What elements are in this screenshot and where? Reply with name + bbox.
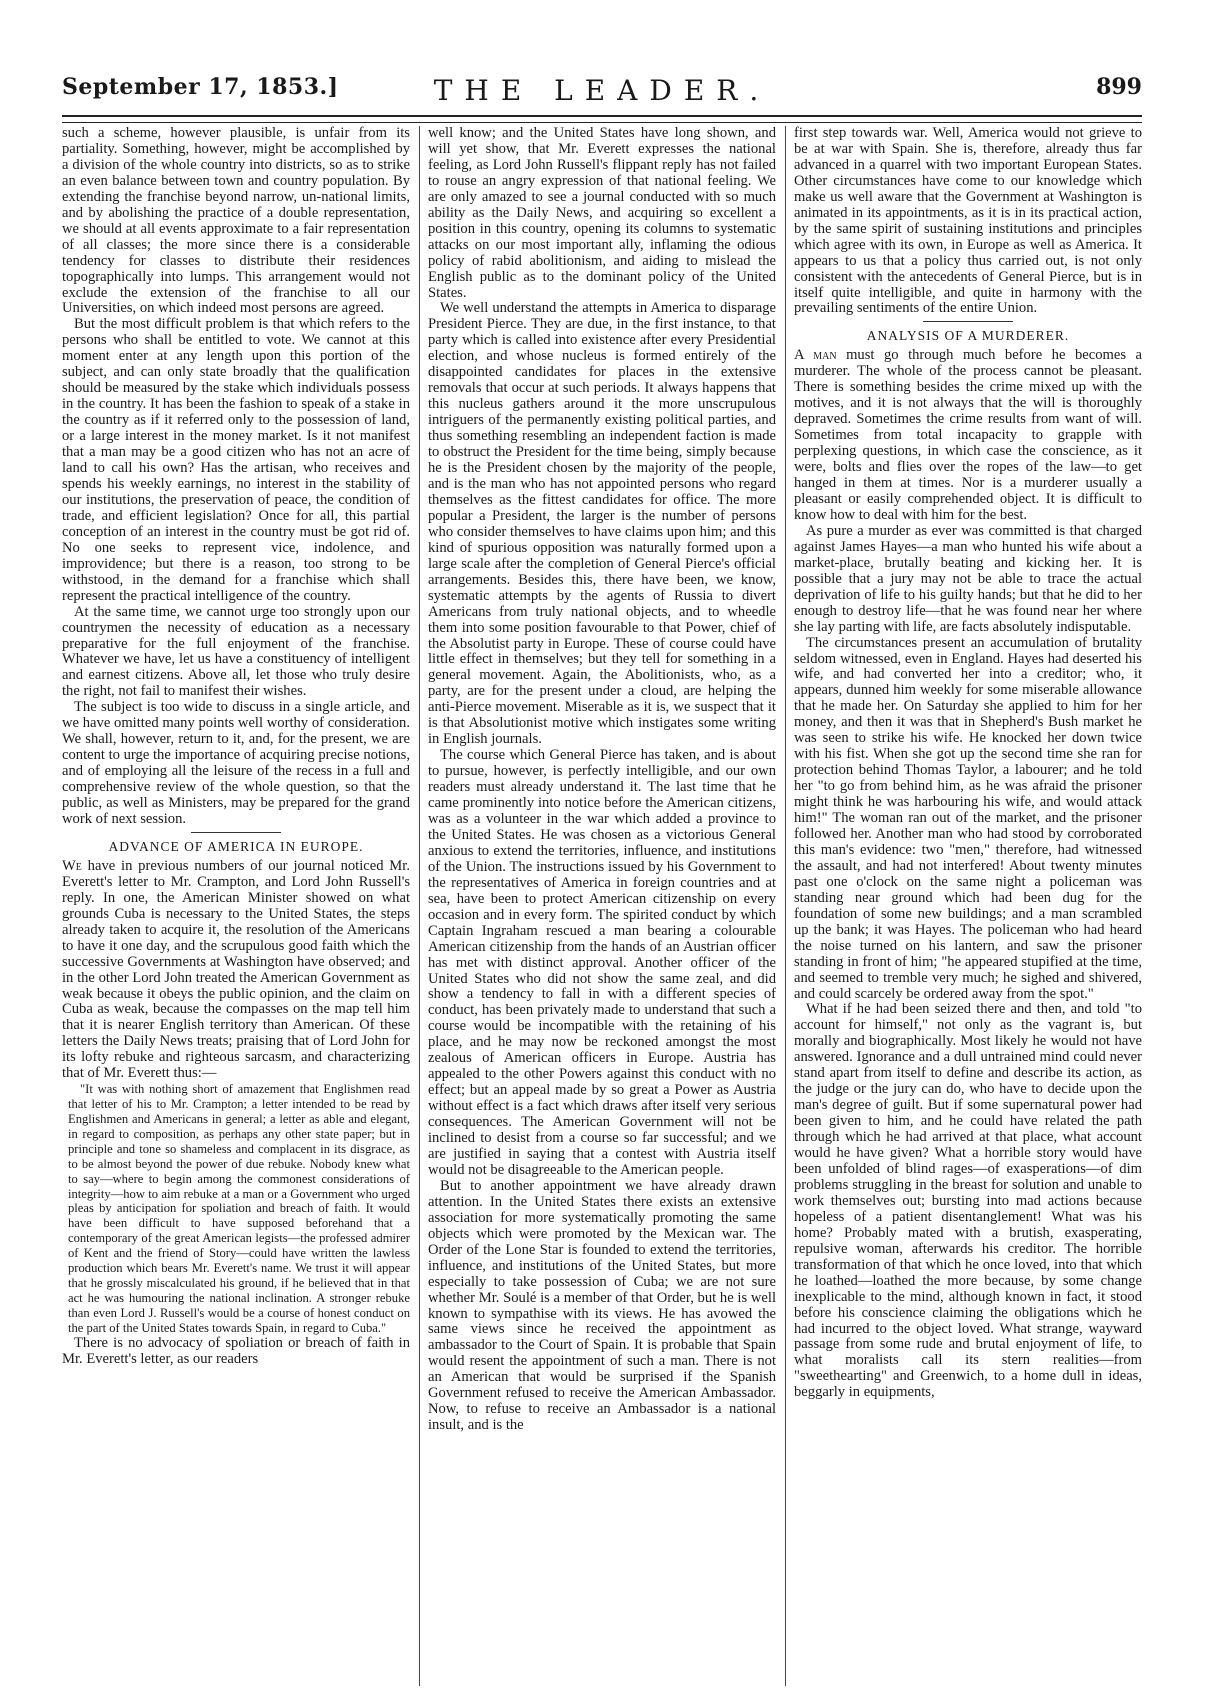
paragraph: As pure a murder as ever was committed is that charged against James Hayes—a man who hunted his wife about a market-place, brutally beating and kicking her. It is possible that a jury may not be able to trace the actual deprivation of life to his guilty hands; but that he did to her enough to destroy life—that he was found near her where she lay parting with life, are facts absolutely indisputable. xyxy=(794,522,1142,635)
paragraph: What if he had been seized there and then, and told "to account for himself," not only as the vagrant is, but morally and biographically. Most likely he would not have answered. Ignorance and a dull untrained mind could never stand apart from itself to define and describe its action, as the judge or the jury can do, who have to decide upon the man's degree of guilt. But if some supernatural power had been given to him, and he could have related the path through which he had arrived at that place, what account would he have given? What a horrible story would have been unfolded of blind rages—of exasperations—of dim problems struggling in the breast for solution and unable to work themselves out; bursting into mad actions because hopeless of a patient disentanglement! What was his home? Probably mated with a brutish, exasperating, repulsive woman, afterwards his creditor. The horrible transformation of that which he once loved, into that which he loathed—loathed the more because, by some change inexplicable to the mind, although known in fact, it stood before his conscience claiming the obligations which he had incurred to the object loved. What strange, wayward passage from some rude and brutal enjoyment of life, to what moralists call its stern realities—from "sweethearting" and Greenwich, to a home dull in ideas, beggarly in equipments, xyxy=(794,1001,1142,1401)
paragraph: But the most difficult problem is that which refers to the persons who shall be entitled to vote. We cannot at this moment enter at any length upon this portion of the subject, and can only state broadly that the qualification should be measured by the stake which individuals possess in the country. It has been the fashion to speak of a stake in the country as if it referred only to the possession of land, or a large interest in the money market. Is it not manifest that a man may be a good citizen who has not an acre of land to call his own? Has the artisan, who receives and spends his weekly earnings, no interest in the stability of our institutions, the preservation of peace, the condition of trade, and efficient legislation? Once for all, this partial conception of an interest in the country must be got rid of. No one seeks to represent vice, indolence, and improvidence; but there is a reason, too strong to be withstood, in the demand for a franchise which shall represent the practical intelligence of the country. xyxy=(62,316,410,604)
article-heading-murderer: ANALYSIS OF A MURDERER. xyxy=(866,328,1070,344)
paragraph: At the same time, we cannot urge too strongly upon our countrymen the necessity of education as a necessary preparative for the full enjoyment of the franchise. Whatever we have, let us have a constituency of intelligent and earnest citizens. Above all, let those who truly desire the right, not fail to manifest their wishes. xyxy=(62,603,410,700)
issue-date: September 17, 1853.] xyxy=(62,74,339,100)
paragraph: The subject is too wide to discuss in a single article, and we have omitted many points well worthy of consideration. We shall, however, return to it, and, for the present, we are content to urge the importance of acquiring precise notions, and of employing all the leisure of the recess in a full and comprehensive review of the whole question, so that the public, as well as Ministers, may be prepared for the grand work of next session. xyxy=(62,699,410,827)
lead-word: We xyxy=(62,857,82,874)
paragraph xyxy=(794,348,1142,523)
paragraph: But to another appointment we have already drawn attention. In the United States there exists an extensive association for more systematically promoting the same objects which were promoted by the Mexican war. The Order of the Lone Star is founded to extend the territories, influence, and institutions of the United States, but more especially to take possession of Cuba; we are not sure whether Mr. Soulé is a member of that Order, but he is well known to sympathise with its views. He has avowed the same views since he received the appointment as ambassador to the Court of Spain. It is probable that Spain would resent the appointment of such a man. There is not an American that would be surprised if the Spanish Government refused to receive the American Ambassador. Now, to refuse to receive an Ambassador is a national insult, and is the xyxy=(428,1177,776,1434)
section-separator xyxy=(191,832,281,833)
column-2 xyxy=(428,126,776,1686)
column-3 xyxy=(794,126,1142,1686)
paragraph-body: have in previous numbers of our journal noticed Mr. Everett's letter to Mr. Crampton, and Lord John Russell's reply. In one, the American Minister showed on what grounds Cuba is necessary to the United States, the steps already taken to acquire it, the resolution of the Americans to have it one day, and the scrupulous good faith which the successive Governments at Washington have observed; and in the other Lord John treated the American Government as weak because it obeys the public opinion, and the claim on Cuba as weak, because the compasses on the map tell him that it is nearer English territory than American. Of these letters the Daily News treats; praising that of Lord John for its lofty rebuke and righteous sarcasm, and characterizing that of Mr. Everett thus:— xyxy=(62,857,410,1082)
section-separator xyxy=(923,321,1013,322)
lead-word: A man xyxy=(794,347,837,364)
masthead-rule xyxy=(62,115,1142,123)
paragraph: first step towards war. Well, America would not grieve to be at war with Spain. She is, therefore, already thus far advanced in a quarrel with two important European States. Other circumstances have come to our knowledge which make us well aware that the Government at Washington is animated in its appointments, as it is in its practical action, by the same spirit of sustaining institutions and principles which agree with its own, in Europe as well as America. It appears to us that a policy thus carried out, is not only consistent with the antecedents of General Pierce, but is in itself quite intelligible, and quite in harmony with the prevailing sentiments of the entire Union. xyxy=(794,126,1142,317)
column-divider xyxy=(419,126,420,1686)
article-columns xyxy=(62,126,1142,1686)
masthead xyxy=(62,74,1142,110)
paragraph: There is no advocacy of spoliation or breach of faith in Mr. Everett's letter, as our readers xyxy=(62,1334,410,1367)
column-1 xyxy=(62,126,410,1686)
newspaper-title: THE LEADER. xyxy=(433,74,771,107)
paragraph xyxy=(62,859,410,1082)
paragraph: such a scheme, however plausible, is unfair from its partiality. Something, however, might be accomplished by a division of the whole country into districts, so as to strike an even balance between town and country population. By extending the franchise beyond narrow, un-national limits, and by abolishing the practice of a double representation, we should at all events approximate to a fair representation of all classes; the more since there is a considerable tendency for classes to distribute their residences topographically into lumps. This arrangement would not exclude the extension of the franchise to all our Universities, on which indeed most persons are agreed. xyxy=(62,126,410,317)
paragraph: We well understand the attempts in America to disparage President Pierce. They are due, in the first instance, to that party which is called into existence after every Presidential election, and whose nucleus is formed entirely of the disappointed candidates for places in the extensive removals that occur at such periods. It always happens that this nucleus gathers around it the more unscrupulous intriguers of the permanently existing political parties, and thus something resembling an independent faction is made to obstruct the President for the time being, simply because he is the President chosen by the majority of the people, and is the man who has not appointed persons who regard themselves as the fittest candidates for office. The more popular a President, the larger is the number of persons who consider themselves to have claims upon him; and this kind of spurious opposition was naturally formed upon a large scale after the completion of General Pierce's official arrangements. Besides this, there have been, we know, systematic attempts by the agents of Russia to divert Americans from truly national objects, and to wheedle them into some position favourable to that Power, chief of the Absolutist party in Europe. These of course could have little effect in themselves; but they tell for something in a general movement. Again, the Abolitionists, who, as a party, are for the present under a cloud, are helping the anti-Pierce movement. Miserable as it is, we suspect that it is that Absolutionist motive which instigates some writing in English journals. xyxy=(428,300,776,748)
page-number: 899 xyxy=(1096,74,1142,100)
quotation: "It was with nothing short of amazement that Englishmen read that letter of his to Mr. Crampton; a letter intended to be read by Englishmen and Americans in general; a letter as able and elegant, in regard to composition, as perhaps any other state paper; but in principle and tone so shameless and complacent in its disgrace, as to be almost beyond the power of due rebuke. Nobody knew what to say—where to begin among the commonest considerations of integrity—how to aim rebuke at a man or a Government who urged pleas by anticipation for spoliation and breach of faith. It would have been difficult to have supposed beforehand that a contemporary of the great American legists—the professed admirer of Kent and the friend of Story—could have written the lawless production which bears Mr. Everett's name. We trust it will appear that he grossly miscalculated his ground, if he believed that in that act he was humouring the national inclination. A stronger rebuke than even Lord J. Russell's would be a course of honest conduct on the part of the United States towards Spain, in regard to Cuba." xyxy=(68,1082,410,1335)
article-heading-america: ADVANCE OF AMERICA IN EUROPE. xyxy=(108,838,364,854)
paragraph: The circumstances present an accumulation of brutality seldom witnessed, even in England. Hayes had deserted his wife, and had converted her into a creditor; who, it appears, dunned him weekly for some miserable allowance that he made her. On Saturday she applied to him for her money, and then it was that in Shepherd's Bush market he was seen to strike his wife. He knocked her down twice with his fist. When she got up the second time she ran for protection behind Thomas Taylor, a labourer; and he told her "to go from behind him, as he was afraid the prisoner might think he was harbouring his wife, and would attack him!" The woman ran out of the market, and the prisoner followed her. Another man who had stood by corroborated this man's evidence: two "men," therefore, had witnessed the assault, and had not interfered! About twenty minutes past one o'clock on the same night a policeman was standing near ground which had been dug for the foundation of some new buildings; and a man scrambled up the bank; it was Hayes. The policeman who had heard the noise turned on his lantern, and saw the prisoner standing in front of him; "he appeared stupified at the time, and seemed to tremble very much; he sighed and shivered, and could scarcely be ordered away from the spot." xyxy=(794,634,1142,1002)
paragraph-body: must go through much before he becomes a murderer. The whole of the process cannot be pleasant. There is something besides the crime mixed up with the motives, and it is not always that the will is thoroughly depraved. Sometimes the crime results from want of will. Sometimes from total incapacity to grapple with perplexing questions, in which case the conscience, as it were, bolts and flies over the ropes of the law—to get hanged in them at times. Nor is a murderer usually a pleasant or easily comprehended object. It is difficult to know how to deal with him for the best. xyxy=(794,347,1142,523)
paragraph: well know; and the United States have long shown, and will yet show, that Mr. Everett expresses the national feeling, as Lord John Russell's flippant reply has not failed to rouse an angry expression of that national feeling. We are only amazed to see a journal conducted with so much ability as the Daily News, and acquiring so excellent a position in this country, opening its columns to systematic attacks on our most important ally, inflaming the odious policy of rabid abolitionism, and aiding to mislead the English public as to the dominant policy of the United States. xyxy=(428,126,776,301)
column-divider xyxy=(785,126,786,1686)
paragraph: The course which General Pierce has taken, and is about to pursue, however, is perfectly intelligible, and our own readers must already understand it. The last time that he came prominently into notice before the American citizens, was as a volunteer in the war which added a province to the United States. He was chosen as a victorious General anxious to extend the territories, influence, and institutions of the Union. The instructions issued by his Government to the representatives of America in foreign countries and at sea, have been to protect American citizenship on every occasion and in every form. The spirited conduct by which Captain Ingraham rescued a man bearing a colourable American citizenship from the hands of an Austrian officer has met with distinct approval. Another officer of the United States who did not show the same zeal, and did show a tendency to fall in with a different species of conduct, has been privately made to understand that such a course would be incompatible with the retaining of his place, and he may now be reckoned amongst the most zealous of American officers in Europe. Austria has appealed to the other Powers against this conduct with no effect; but an appeal made by so great a Power as Austria without effect is a fact which draws after itself very serious consequences. The American Government will not be inclined to desist from a course so far successful; and we are justified in saying that a contest with Austria itself would not be disagreeable to the American people. xyxy=(428,747,776,1178)
